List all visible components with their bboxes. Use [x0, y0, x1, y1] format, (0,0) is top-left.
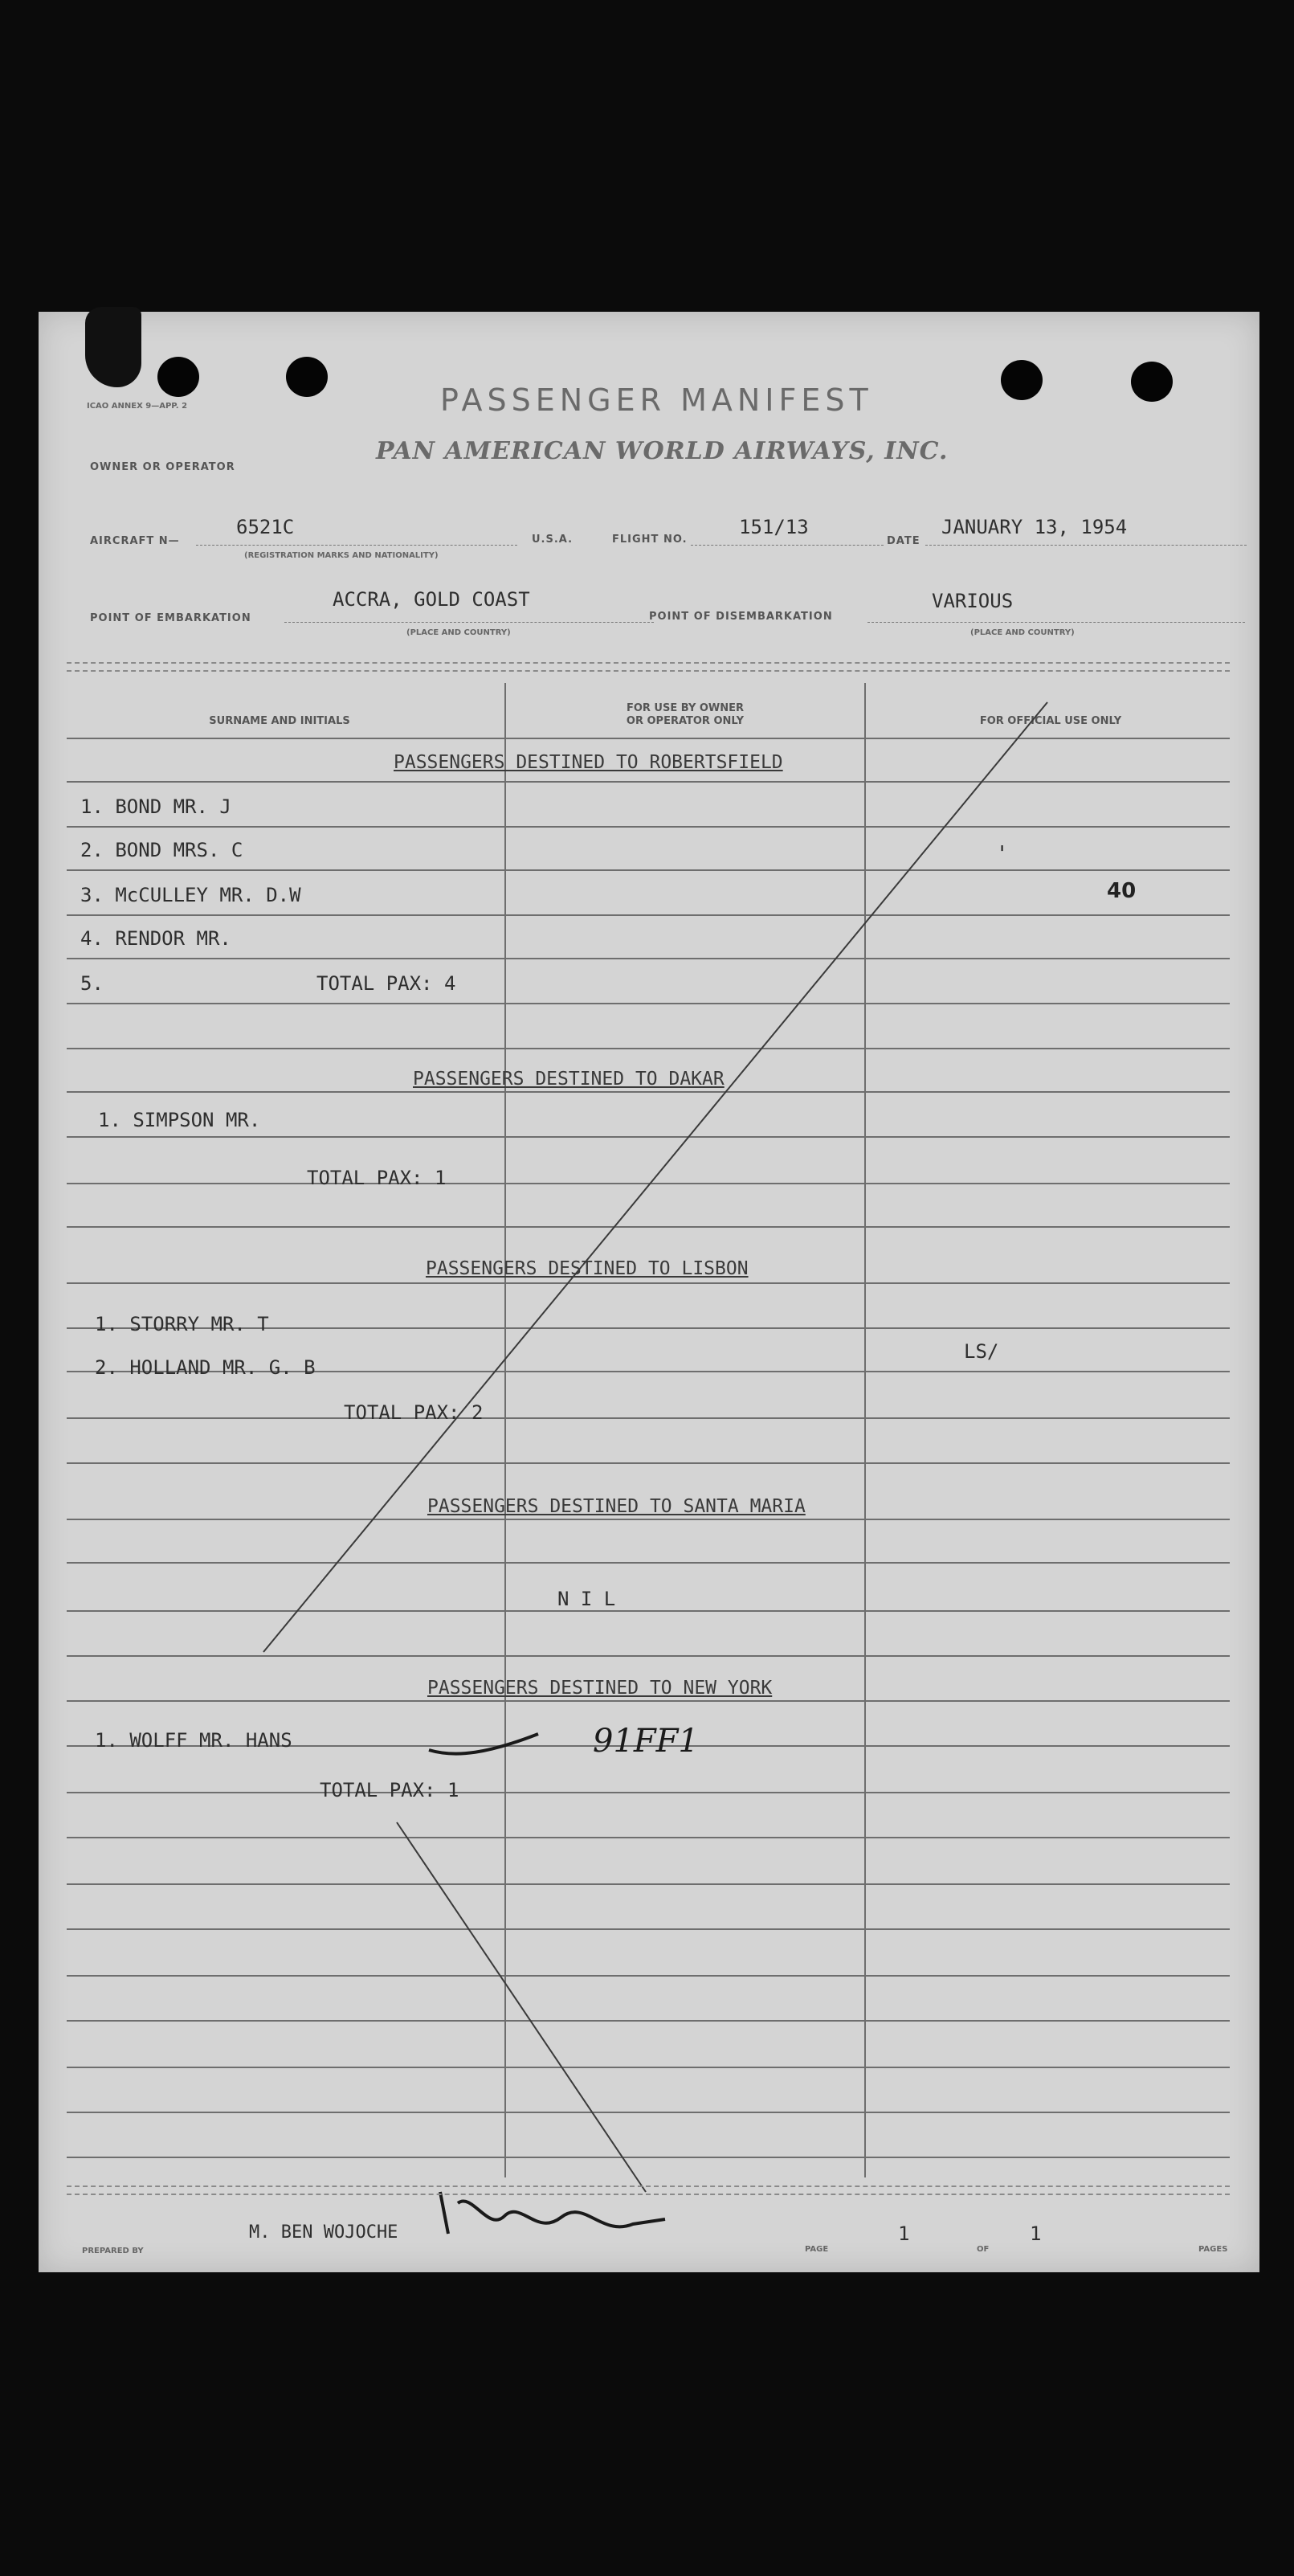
passenger-row: 3. McCULLEY MR. D.W: [80, 884, 301, 906]
date-label: DATE: [887, 535, 920, 547]
form-code: ICAO ANNEX 9—APP. 2: [87, 402, 188, 411]
flight-value: 151/13: [739, 516, 809, 538]
page-value: 1: [898, 2222, 910, 2245]
owner-label: OWNER OR OPERATOR: [90, 461, 235, 473]
pages-label: PAGES: [1198, 2245, 1228, 2254]
passenger-row: 1. BOND MR. J: [80, 795, 231, 818]
section-heading-dakar: PASSENGERS DESTINED TO DAKAR: [413, 1069, 725, 1090]
embark-label: POINT OF EMBARKATION: [90, 612, 251, 624]
col-owner-header-2: OR OPERATOR ONLY: [626, 715, 745, 727]
cancel-stroke: [397, 1822, 646, 2192]
usa-label: U.S.A.: [532, 534, 574, 546]
passenger-row: 1. STORRY MR. T: [95, 1313, 269, 1335]
nil-text: N I L: [557, 1588, 616, 1610]
section-heading-lisbon: PASSENGERS DESTINED TO LISBON: [426, 1258, 749, 1279]
cancel-stroke: [263, 702, 1047, 1652]
official-tick: ': [999, 842, 1006, 866]
official-lisbon-mark: LS/: [964, 1340, 999, 1363]
disembark-value: VARIOUS: [932, 590, 1014, 612]
prepared-label: PREPARED BY: [82, 2247, 144, 2255]
flight-label: FLIGHT NO.: [612, 534, 688, 546]
col-surname-header: SURNAME AND INITIALS: [209, 715, 350, 727]
form-title: PASSENGER MANIFEST: [440, 382, 873, 418]
embark-note: (PLACE AND COUNTRY): [406, 628, 511, 637]
of-value: 1: [1030, 2222, 1042, 2245]
of-label: OF: [977, 2245, 990, 2254]
company-name: PAN AMERICAN WORLD AIRWAYS, INC.: [376, 437, 949, 465]
passenger-row: 2. HOLLAND MR. G. B: [95, 1356, 316, 1379]
disembark-note: (PLACE AND COUNTRY): [970, 628, 1075, 637]
passenger-row: 5.: [80, 972, 104, 995]
passenger-row: 2. BOND MRS. C: [80, 839, 243, 861]
embark-value: ACCRA, GOLD COAST: [333, 588, 530, 611]
prepared-value: M. BEN WOJOCHE: [249, 2222, 398, 2243]
col-official-header: FOR OFFICIAL USE ONLY: [979, 715, 1122, 727]
handwritten-code: 91FF1: [593, 1723, 699, 1760]
passenger-row: 1. WOLFF MR. HANS: [95, 1729, 292, 1752]
section-heading-robertsfield: PASSENGERS DESTINED TO ROBERTSFIELD: [394, 752, 783, 773]
handwritten-marks: [39, 312, 1259, 2272]
registration-note: (REGISTRATION MARKS AND NATIONALITY): [244, 551, 439, 560]
manifest-sheet: [39, 312, 1259, 2272]
disembark-label: POINT OF DISEMBARKATION: [649, 611, 833, 623]
aircraft-value: 6521C: [236, 516, 295, 538]
col-owner-header-1: FOR USE BY OWNER: [626, 702, 745, 714]
passenger-row: 1. SIMPSON MR.: [98, 1109, 261, 1131]
page-label: PAGE: [805, 2245, 829, 2254]
date-value: JANUARY 13, 1954: [941, 516, 1128, 538]
passenger-row: 4. RENDOR MR.: [80, 927, 231, 950]
section-heading-new-york: PASSENGERS DESTINED TO NEW YORK: [427, 1678, 773, 1699]
total-pax: TOTAL PAX: 4: [316, 972, 456, 995]
total-pax: TOTAL PAX: 1: [320, 1779, 459, 1801]
total-pax: TOTAL PAX: 2: [344, 1401, 484, 1424]
signature: [440, 2192, 665, 2234]
total-pax: TOTAL PAX: 1: [307, 1167, 447, 1189]
check-mark: [429, 1734, 538, 1754]
official-number: 40: [1107, 879, 1137, 903]
aircraft-label: AIRCRAFT N—: [90, 535, 180, 547]
section-heading-santa-maria: PASSENGERS DESTINED TO SANTA MARIA: [427, 1496, 806, 1517]
